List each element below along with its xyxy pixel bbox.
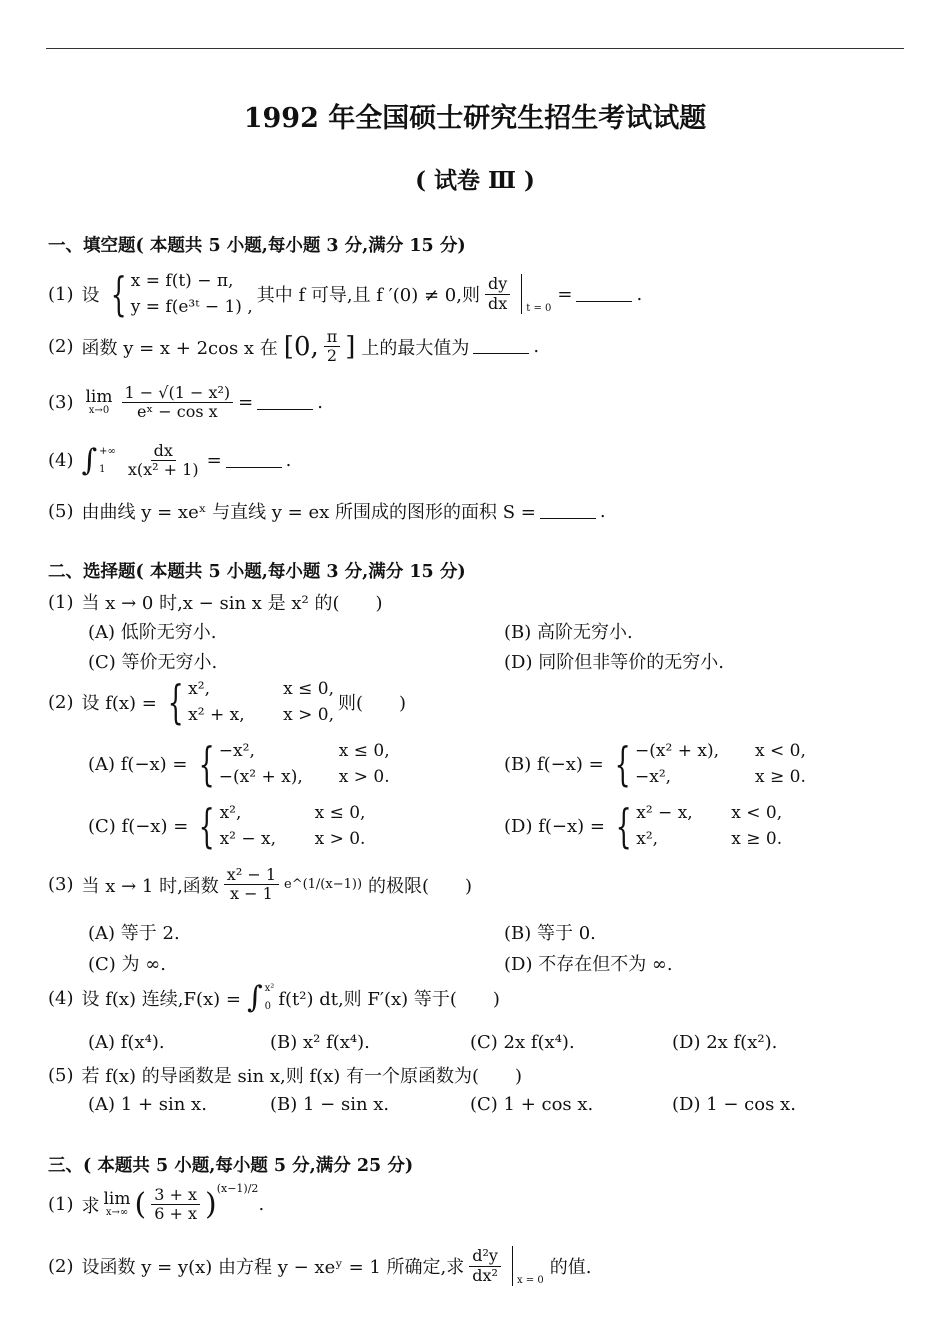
fraction-base: 3 + x 6 + x xyxy=(151,1186,200,1224)
section-heading-calc: 三、( 本题共 5 小题,每小题 5 分,满分 25 分) xyxy=(48,1156,414,1176)
choice-1-option-c: (C) 等价无穷小. xyxy=(88,652,218,673)
choice-3-option-c: (C) 为 ∞. xyxy=(88,954,166,975)
choice-2-option-a: (A) f(−x) = { −x², x ≤ 0, −(x² + x), x > 0. xyxy=(88,737,390,792)
fraction-limit: $\frac{\text{1 − √(1 − x²)}}{\text{eˣ − cos x}}$ xyxy=(122,384,234,422)
answer-blank xyxy=(540,504,596,519)
limit-operator: lim x→0 xyxy=(85,387,113,417)
choice-1-option-b: (B) 高阶无穷小. xyxy=(504,622,633,643)
calc-question-1: (1) 求 lim x→∞ ( 3 + x 6 + x ) (x−1)/2 . xyxy=(48,1182,265,1224)
piecewise-brace: { x = f(t) − π, y = f(e³ᵗ − 1) , xyxy=(110,267,253,322)
choice-3-option-b: (B) 等于 0. xyxy=(504,923,596,944)
fraction-function: x² − 1 x − 1 xyxy=(224,866,279,904)
evaluation-bar: x = 0 xyxy=(512,1246,544,1286)
choice-5-option-d: (D) 1 − cos x. xyxy=(672,1094,796,1115)
choice-1-option-a: (A) 低阶无穷小. xyxy=(88,622,217,643)
choice-question-5: (5) 若 f(x) 的导函数是 sin x,则 f(x) 有一个原函数为( ) xyxy=(48,1064,523,1087)
choice-2-option-b: (B) f(−x) = { −(x² + x), x < 0, −x², x ≥ 0. xyxy=(504,737,806,792)
fill-question-1: (1) 设 { x = f(t) − π, y = f(e³ᵗ − 1) , 其中 f 可导,且 f ′(0) ≠ 0,则 dy dx t = 0 = . xyxy=(48,267,643,322)
fill-question-3: (3) lim x→0 $\frac{\text{1 − √(1 − x²)}}{\text{eˣ − cos x}}$ = . xyxy=(48,383,323,422)
answer-blank xyxy=(226,453,282,468)
evaluation-bar: t = 0 xyxy=(521,274,551,314)
page-subtitle: ( 试卷 Ⅲ ) xyxy=(415,167,535,194)
fraction-integrand: $\frac{dx}{\text{x(x² + 1)}}$ xyxy=(127,441,199,480)
choice-3-option-d: (D) 不存在但不为 ∞. xyxy=(504,954,673,975)
top-rule xyxy=(46,48,904,49)
fill-question-4: (4) ∫ +∞ 1 $\frac{dx}{\text{x(x² + 1)}}$ = . xyxy=(48,441,292,480)
choice-5-option-a: (A) 1 + sin x. xyxy=(88,1094,207,1115)
choice-4-option-c: (C) 2x f(x⁴). xyxy=(470,1032,575,1053)
limit-operator: lim x→∞ xyxy=(103,1189,131,1219)
integral-sign: ∫ xyxy=(81,442,98,478)
fill-question-2: (2) 函数 y = x + 2cos x 在 [0, π 2 ] 上的最大值为 . xyxy=(48,327,540,366)
fraction-second-derivative: d²y dx² xyxy=(469,1247,501,1285)
choice-question-3: (3) 当 x → 1 时,函数 x² − 1 x − 1 e^(1/(x−1)) 的极限( ) xyxy=(48,865,473,904)
answer-blank xyxy=(473,339,529,354)
choice-2-option-c: (C) f(−x) = { x², x ≤ 0, x² − x, x > 0. xyxy=(88,799,366,854)
choice-2-option-d: (D) f(−x) = { x² − x, x < 0, x², x ≥ 0. xyxy=(504,799,783,854)
choice-4-option-a: (A) f(x⁴). xyxy=(88,1032,165,1053)
fill-question-5: (5) 由曲线 y = xeˣ 与直线 y = ex 所围成的图形的面积 S = . xyxy=(48,500,606,523)
choice-5-option-c: (C) 1 + cos x. xyxy=(470,1094,594,1115)
choice-question-4: (4) 设 f(x) 连续,F(x) = ∫ x² 0 f(t²) dt,则 F′(x) 等于( ) xyxy=(48,980,500,1015)
choice-question-2: (2) 设 f(x) = { x², x ≤ 0, x² + x, x > 0, 则( ) xyxy=(48,675,407,730)
answer-blank xyxy=(257,395,313,410)
choice-3-option-a: (A) 等于 2. xyxy=(88,923,180,944)
integral-sign: ∫ xyxy=(247,980,263,1015)
choice-4-option-d: (D) 2x f(x²). xyxy=(672,1032,778,1053)
fraction-pi-2: π 2 xyxy=(324,328,341,366)
answer-blank xyxy=(576,287,632,302)
fraction-dy-dx: dy dx xyxy=(485,275,510,313)
piecewise-brace: { x², x ≤ 0, x² + x, x > 0, xyxy=(167,675,335,730)
calc-question-2: (2) 设函数 y = y(x) 由方程 y − xeʸ = 1 所确定,求 d²y dx² x = 0 的值. xyxy=(48,1246,592,1286)
choice-question-1: (1) 当 x → 0 时,x − sin x 是 x² 的( ) xyxy=(48,591,383,614)
choice-5-option-b: (B) 1 − sin x. xyxy=(270,1094,390,1115)
section-heading-choice: 二、选择题( 本题共 5 小题,每小题 3 分,满分 15 分) xyxy=(48,562,466,582)
choice-4-option-b: (B) x² f(x⁴). xyxy=(270,1032,370,1053)
choice-1-option-d: (D) 同阶但非等价的无穷小. xyxy=(504,652,724,673)
page-title: 1992 年全国硕士研究生招生考试试题 xyxy=(243,103,707,134)
section-heading-fill: 一、填空题( 本题共 5 小题,每小题 3 分,满分 15 分) xyxy=(48,236,466,256)
